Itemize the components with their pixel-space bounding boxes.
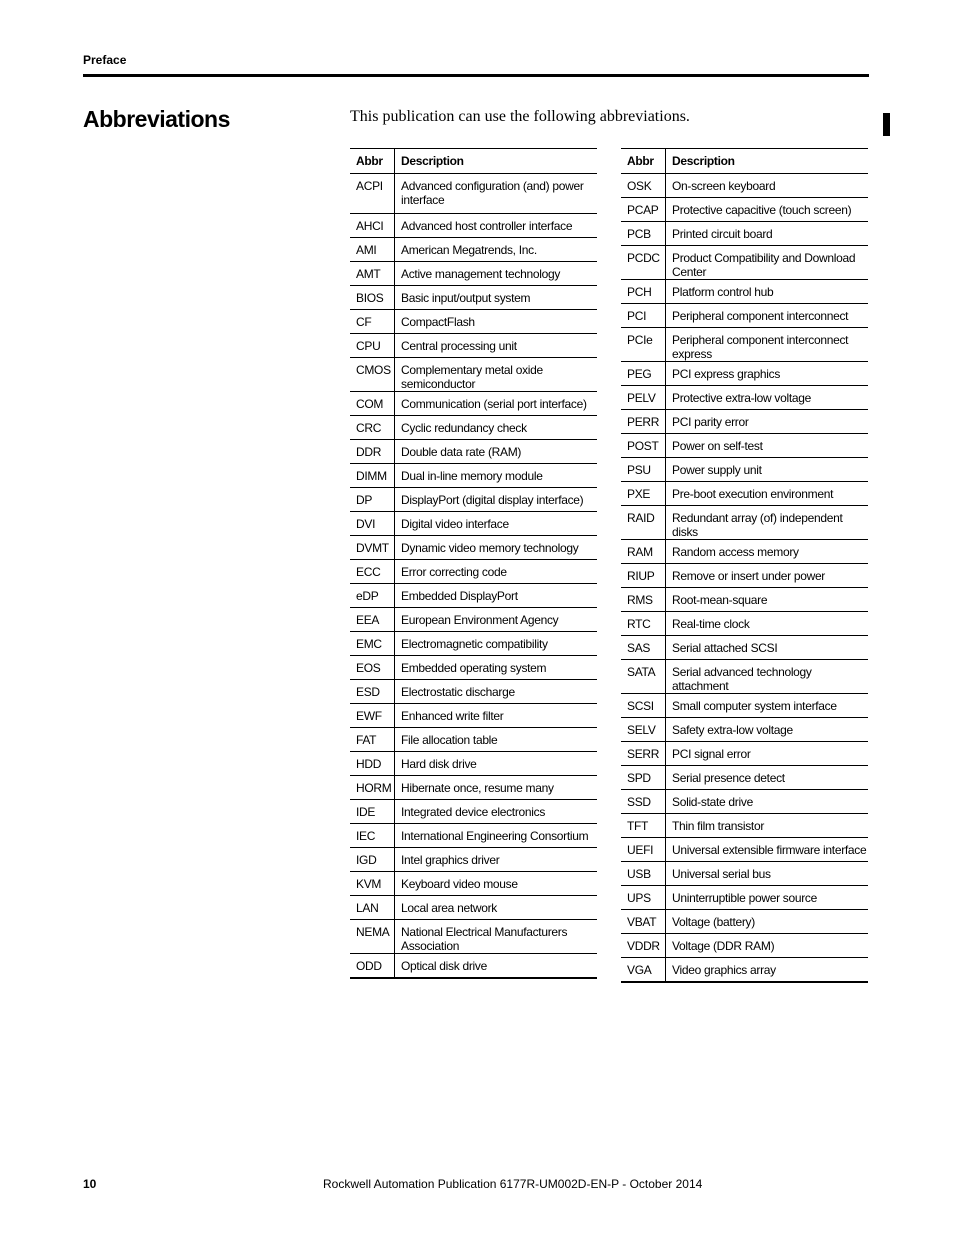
abbr-cell: VBAT <box>621 910 666 934</box>
description-cell: Peripheral component interconnect <box>666 304 869 328</box>
description-cell: Universal serial bus <box>666 862 869 886</box>
table-row <box>350 310 597 334</box>
table-row <box>621 410 868 434</box>
table-row <box>621 434 868 458</box>
abbr-cell: SAS <box>621 636 666 660</box>
description-cell: DisplayPort (digital display interface) <box>395 488 598 512</box>
table-row <box>350 464 597 488</box>
description-cell: Remove or insert under power <box>666 564 869 588</box>
abbr-cell: FAT <box>350 728 395 752</box>
abbr-cell: PCDC <box>621 246 666 280</box>
description-cell: Keyboard video mouse <box>395 872 598 896</box>
table-row <box>350 392 597 416</box>
table-row <box>350 440 597 464</box>
description-cell: Power supply unit <box>666 458 869 482</box>
table-row <box>621 790 868 814</box>
table-row <box>621 246 868 280</box>
abbr-cell: KVM <box>350 872 395 896</box>
table-row <box>350 214 597 238</box>
table-row <box>350 776 597 800</box>
table-row <box>350 848 597 872</box>
description-cell: Embedded DisplayPort <box>395 584 598 608</box>
abbr-cell: RTC <box>621 612 666 636</box>
abbr-cell: PCH <box>621 280 666 304</box>
description-cell: Advanced host controller interface <box>395 214 598 238</box>
abbr-cell: PCB <box>621 222 666 246</box>
description-cell: Printed circuit board <box>666 222 869 246</box>
abbr-cell: CRC <box>350 416 395 440</box>
description-cell: Serial presence detect <box>666 766 869 790</box>
running-header: Preface <box>83 53 127 67</box>
abbr-cell: SCSI <box>621 694 666 718</box>
description-cell: Safety extra-low voltage <box>666 718 869 742</box>
description-cell: Dual in-line memory module <box>395 464 598 488</box>
abbr-cell: ECC <box>350 560 395 584</box>
table-row <box>350 560 597 584</box>
table-row <box>621 280 868 304</box>
abbr-column-header: Abbr <box>621 149 666 174</box>
abbreviations-table-right <box>621 148 868 983</box>
table-row <box>350 728 597 752</box>
description-cell: American Megatrends, Inc. <box>395 238 598 262</box>
table-row <box>621 506 868 540</box>
abbr-cell: PERR <box>621 410 666 434</box>
abbr-cell: SERR <box>621 742 666 766</box>
abbr-cell: HORM <box>350 776 395 800</box>
table-row <box>350 704 597 728</box>
table-row <box>621 694 868 718</box>
description-cell: Uninterruptible power source <box>666 886 869 910</box>
description-cell: Central processing unit <box>395 334 598 358</box>
description-cell: Active management technology <box>395 262 598 286</box>
table-row <box>621 540 868 564</box>
abbr-cell: IEC <box>350 824 395 848</box>
description-cell: Embedded operating system <box>395 656 598 680</box>
table-row <box>350 488 597 512</box>
abbr-cell: POST <box>621 434 666 458</box>
abbr-cell: BIOS <box>350 286 395 310</box>
description-cell: Power on self-test <box>666 434 869 458</box>
abbr-cell: PCI <box>621 304 666 328</box>
abbr-cell: ACPI <box>350 174 395 214</box>
table-row <box>621 660 868 694</box>
description-cell: Serial advanced technology attachment <box>666 660 869 694</box>
description-cell: Enhanced write filter <box>395 704 598 728</box>
abbr-cell: PXE <box>621 482 666 506</box>
description-cell: Optical disk drive <box>401 959 487 973</box>
intro-text: This publication can use the following abbreviations. <box>350 108 690 125</box>
description-cell: Protective capacitive (touch screen) <box>666 198 869 222</box>
abbr-cell: EMC <box>350 632 395 656</box>
description-cell: Electrostatic discharge <box>395 680 598 704</box>
abbr-cell: DDR <box>350 440 395 464</box>
table-row <box>621 482 868 506</box>
abbr-cell: NEMA <box>350 920 395 954</box>
description-cell: On-screen keyboard <box>666 174 869 198</box>
table-row <box>350 632 597 656</box>
description-cell: Video graphics array <box>672 963 776 977</box>
description-cell: Complementary metal oxide semiconductor <box>395 358 598 392</box>
abbr-cell: VDDR <box>621 934 666 958</box>
abbr-cell: UEFI <box>621 838 666 862</box>
table-row <box>350 656 597 680</box>
description-cell: Hard disk drive <box>395 752 598 776</box>
description-cell: Product Compatibility and Download Center <box>666 246 869 280</box>
abbr-cell: DVMT <box>350 536 395 560</box>
table-row <box>621 742 868 766</box>
description-cell: Peripheral component interconnect express <box>666 328 869 362</box>
table-row <box>621 766 868 790</box>
table-row <box>621 910 868 934</box>
description-cell: Communication (serial port interface) <box>395 392 598 416</box>
table-row <box>350 824 597 848</box>
description-cell: Pre-boot execution environment <box>666 482 869 506</box>
description-cell: Real-time clock <box>666 612 869 636</box>
table-row <box>621 886 868 910</box>
description-cell: National Electrical Manufacturers Association <box>395 920 598 954</box>
table-row <box>621 958 868 982</box>
description-cell: Cyclic redundancy check <box>395 416 598 440</box>
abbr-cell: EOS <box>350 656 395 680</box>
table-row <box>350 680 597 704</box>
table-row <box>350 174 597 214</box>
table-row <box>621 328 868 362</box>
description-cell: Intel graphics driver <box>395 848 598 872</box>
description-cell: Basic input/output system <box>395 286 598 310</box>
abbr-cell: LAN <box>350 896 395 920</box>
table-row <box>350 262 597 286</box>
description-cell: PCI parity error <box>666 410 869 434</box>
table-row <box>350 536 597 560</box>
abbr-cell: AMI <box>350 238 395 262</box>
table-row <box>350 512 597 536</box>
table-row <box>621 564 868 588</box>
table-row <box>621 862 868 886</box>
page-number: 10 <box>83 1177 97 1191</box>
page-title: Abbreviations <box>83 106 230 132</box>
abbr-cell: CMOS <box>350 358 395 392</box>
abbr-cell: UPS <box>621 886 666 910</box>
abbr-cell: COM <box>350 392 395 416</box>
table-row <box>621 386 868 410</box>
table-row <box>621 198 868 222</box>
table-row <box>350 800 597 824</box>
table-row <box>350 238 597 262</box>
table-row <box>621 588 868 612</box>
description-cell: File allocation table <box>395 728 598 752</box>
table-header-row <box>621 149 868 174</box>
table-header-row <box>350 149 597 174</box>
description-cell: Error correcting code <box>395 560 598 584</box>
abbr-cell: IGD <box>350 848 395 872</box>
description-cell: Hibernate once, resume many <box>395 776 598 800</box>
table-row <box>621 362 868 386</box>
abbr-cell: AMT <box>350 262 395 286</box>
table-row <box>621 814 868 838</box>
description-cell: Platform control hub <box>666 280 869 304</box>
description-cell: Random access memory <box>666 540 869 564</box>
table-row <box>350 608 597 632</box>
abbr-cell: PCIe <box>621 328 666 362</box>
table-row <box>621 612 868 636</box>
abbr-cell: SATA <box>621 660 666 694</box>
abbr-cell: VGA <box>621 958 666 982</box>
abbr-column-header: Abbr <box>350 149 395 174</box>
description-cell: Root-mean-square <box>666 588 869 612</box>
abbr-cell: RMS <box>621 588 666 612</box>
description-cell: Universal extensible firmware interface <box>666 838 869 862</box>
table-row <box>621 838 868 862</box>
table-row <box>350 954 597 978</box>
table-row <box>621 304 868 328</box>
table-row <box>621 718 868 742</box>
description-cell: Dynamic video memory technology <box>395 536 598 560</box>
abbr-cell: PSU <box>621 458 666 482</box>
abbr-cell: SPD <box>621 766 666 790</box>
header-rule <box>83 74 869 77</box>
abbr-cell: RIUP <box>621 564 666 588</box>
table-body-left <box>350 174 597 978</box>
table-row <box>621 636 868 660</box>
table-row <box>350 358 597 392</box>
table-row <box>350 752 597 776</box>
description-cell: CompactFlash <box>395 310 598 334</box>
abbr-cell: DIMM <box>350 464 395 488</box>
abbr-cell: PEG <box>621 362 666 386</box>
abbr-cell: ESD <box>350 680 395 704</box>
description-cell: Double data rate (RAM) <box>395 440 598 464</box>
abbr-cell: CF <box>350 310 395 334</box>
table-row <box>350 334 597 358</box>
abbr-cell: USB <box>621 862 666 886</box>
table-row <box>350 920 597 954</box>
abbr-cell: IDE <box>350 800 395 824</box>
description-cell: PCI signal error <box>666 742 869 766</box>
abbr-cell: SSD <box>621 790 666 814</box>
description-cell: Advanced configuration (and) power interface <box>395 174 598 214</box>
description-cell: Serial attached SCSI <box>666 636 869 660</box>
table-row <box>621 174 868 198</box>
table-row <box>350 584 597 608</box>
abbr-cell: RAID <box>621 506 666 540</box>
abbr-cell: DVI <box>350 512 395 536</box>
description-cell: Small computer system interface <box>666 694 869 718</box>
table-row <box>621 458 868 482</box>
table-row <box>621 222 868 246</box>
change-bar <box>883 113 890 136</box>
abbr-cell: EWF <box>350 704 395 728</box>
description-cell: European Environment Agency <box>395 608 598 632</box>
abbr-cell: HDD <box>350 752 395 776</box>
description-cell: Electromagnetic compatibility <box>395 632 598 656</box>
description-cell: International Engineering Consortium <box>395 824 598 848</box>
description-cell: Digital video interface <box>395 512 598 536</box>
description-cell: Voltage (DDR RAM) <box>666 934 869 958</box>
description-cell: Voltage (battery) <box>666 910 869 934</box>
description-cell: Redundant array (of) independent disks <box>666 506 869 540</box>
description-cell: Integrated device electronics <box>395 800 598 824</box>
table-row <box>350 896 597 920</box>
description-cell: Local area network <box>395 896 598 920</box>
abbr-cell: DP <box>350 488 395 512</box>
table-row <box>350 286 597 310</box>
abbr-cell: EEA <box>350 608 395 632</box>
abbr-cell: PCAP <box>621 198 666 222</box>
abbr-cell: SELV <box>621 718 666 742</box>
abbr-cell: OSK <box>621 174 666 198</box>
description-column-header: Description <box>666 149 869 174</box>
abbr-cell: CPU <box>350 334 395 358</box>
abbr-cell: ODD <box>350 954 395 978</box>
table-row <box>350 872 597 896</box>
description-cell: Protective extra-low voltage <box>666 386 869 410</box>
abbr-cell: RAM <box>621 540 666 564</box>
abbr-cell: AHCI <box>350 214 395 238</box>
table-row <box>621 934 868 958</box>
description-cell: Solid-state drive <box>666 790 869 814</box>
table-row <box>350 416 597 440</box>
publication-footer: Rockwell Automation Publication 6177R-UM002D-EN-P - October 2014 <box>323 1177 703 1191</box>
description-column-header: Description <box>395 149 598 174</box>
abbreviations-table-left <box>350 148 597 979</box>
table-body-right <box>621 174 868 982</box>
abbr-cell: eDP <box>350 584 395 608</box>
description-cell: Thin film transistor <box>666 814 869 838</box>
abbr-cell: PELV <box>621 386 666 410</box>
description-cell: PCI express graphics <box>666 362 869 386</box>
abbr-cell: TFT <box>621 814 666 838</box>
